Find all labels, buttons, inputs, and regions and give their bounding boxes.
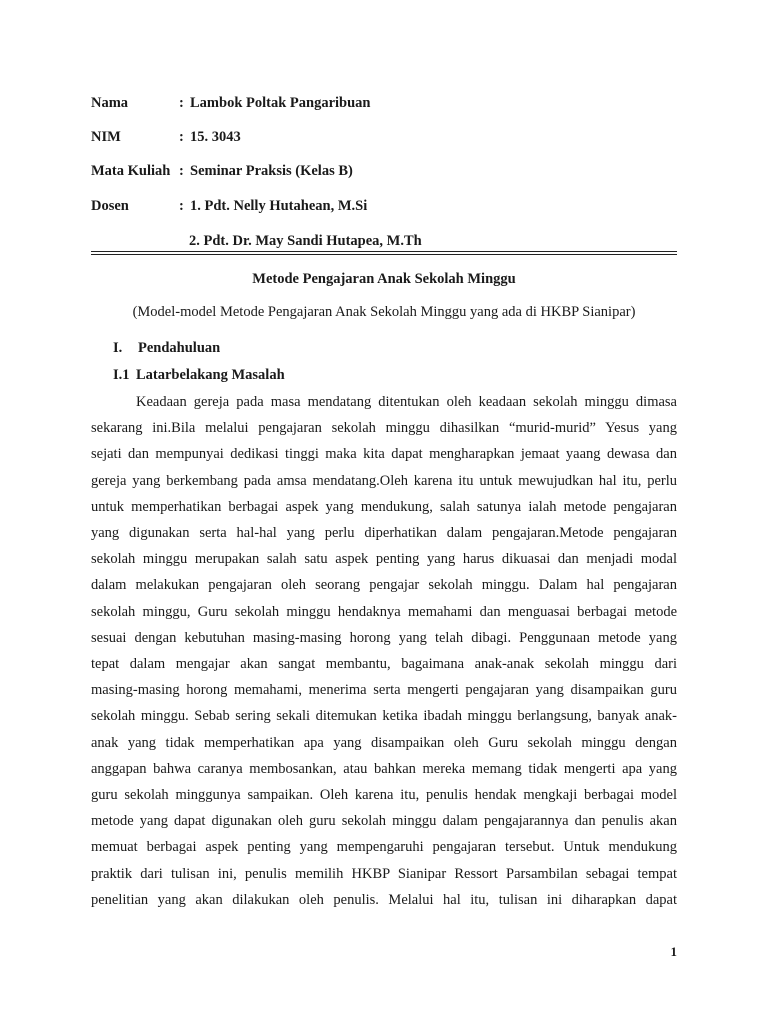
paragraph-line: Keadaan gereja pada masa mendatang ditentukan oleh keadaan sekolah minggu dimasa bbox=[136, 394, 677, 410]
mata-kuliah-label: Mata Kuliah bbox=[91, 163, 171, 179]
page-number: 1 bbox=[670, 944, 677, 959]
section-heading-pendahuluan bbox=[113, 340, 220, 357]
subsection-heading-latarbelakang bbox=[113, 367, 285, 384]
nim-value: 15. 3043 bbox=[190, 129, 241, 145]
header-rule-bottom bbox=[91, 254, 677, 255]
document-title: Metode Pengajaran Anak Sekolah Minggu bbox=[252, 271, 516, 287]
document-subtitle: (Model-model Metode Pengajaran Anak Sekolah Minggu yang ada di HKBP Sianipar) bbox=[132, 304, 636, 320]
subsection-label: Latarbelakang Masalah bbox=[136, 367, 285, 383]
paragraph-line: praktik dari tulisan ini, penulis memilih HKBP Sianipar Ressort Parsambilan sebagai tempat bbox=[91, 865, 677, 882]
nama-label: Nama bbox=[91, 95, 129, 111]
subsection-number: I.1 bbox=[113, 367, 130, 383]
paragraph-line: metode yang dapat digunakan oleh guru sekolah minggu dalam pengajarannya dan penulis akan bbox=[91, 813, 677, 830]
nama-colon: : bbox=[179, 95, 184, 111]
dosen-label: Dosen bbox=[91, 198, 129, 214]
dosen-colon: : bbox=[179, 198, 184, 214]
header-rule-top bbox=[91, 251, 677, 252]
dosen-value-1: 1. Pdt. Nelly Hutahean, M.Si bbox=[190, 198, 368, 214]
paragraph-line: sejati dan mempunyai dedikasi tinggi maka kita dapat mengharapkan jemaat yaang dewasa dan bbox=[91, 446, 677, 463]
paragraph-line: sekarang ini.Bila melalui pengajaran sekolah minggu dihasilkan “murid-murid” Yesus yang bbox=[91, 420, 677, 437]
nama-value: Lambok Poltak Pangaribuan bbox=[190, 95, 371, 111]
paragraph-line: memuat berbagai aspek penting yang mempengaruhi pengajaran tersebut. Untuk mendukung bbox=[91, 839, 677, 856]
paragraph-line: sesuai dengan kebutuhan masing-masing horong yang telah dibagi. Penggunaan metode yang bbox=[91, 629, 677, 646]
paragraph-line: penelitian yang akan dilakukan oleh penulis. Melalui hal itu, tulisan ini diharapkan dapat bbox=[91, 891, 677, 908]
nim-label: NIM bbox=[91, 129, 121, 145]
mata-kuliah-value: Seminar Praksis (Kelas B) bbox=[190, 163, 353, 179]
paragraph-line: anak yang tidak memperhatikan apa yang disampaikan oleh Guru sekolah minggu dengan bbox=[91, 734, 677, 751]
paragraph-line: guru sekolah minggunya sampaikan. Oleh karena itu, penulis hendak mengkaji berbagai model bbox=[91, 787, 677, 803]
paragraph-line: untuk memperhatikan berbagai aspek yang mendukung, salah satunya ialah metode pengajaran bbox=[91, 498, 677, 515]
paragraph-line: gereja yang berkembang pada amsa mendatang.Oleh karena itu untuk mewujudkan hal itu, perlu bbox=[91, 472, 677, 489]
dosen-value-2: 2. Pdt. Dr. May Sandi Hutapea, M.Th bbox=[189, 233, 422, 249]
paragraph-line: tepat dalam mengajar akan sangat membantu, bagaimana anak-anak sekolah minggu dari bbox=[91, 656, 677, 672]
section-label: Pendahuluan bbox=[138, 340, 221, 356]
paragraph-line: sekolah minggu merupakan salah satu aspek penting yang harus dikuasai dan menjadi modal bbox=[91, 551, 677, 568]
paragraph-line: anggapan bahwa caranya membosankan, atau bahkan mereka memang tidak mengerti apa yang bbox=[91, 760, 677, 777]
paragraph-line: yang digunakan serta hal-hal yang perlu diperhatikan dalam pengajaran.Metode pengajaran bbox=[91, 525, 677, 541]
mata-kuliah-colon: : bbox=[179, 163, 184, 179]
section-number: I. bbox=[113, 340, 123, 356]
nim-colon: : bbox=[179, 129, 184, 145]
paragraph-line: dalam melakukan pengajaran oleh seorang pengajar sekolah minggu. Dalam hal pengajaran bbox=[91, 577, 677, 594]
paragraph-line: sekolah minggu, Guru sekolah minggu hendaknya memahami dan menguasai berbagai metode bbox=[91, 603, 677, 620]
paragraph-line: masing-masing horong memahami, menerima serta mengerti pengajaran yang disampaikan guru bbox=[91, 682, 677, 699]
paragraph-line: sekolah minggu. Sebab sering sekali ditemukan ketika ibadah minggu berlangsung, banyak anak- bbox=[91, 708, 677, 725]
